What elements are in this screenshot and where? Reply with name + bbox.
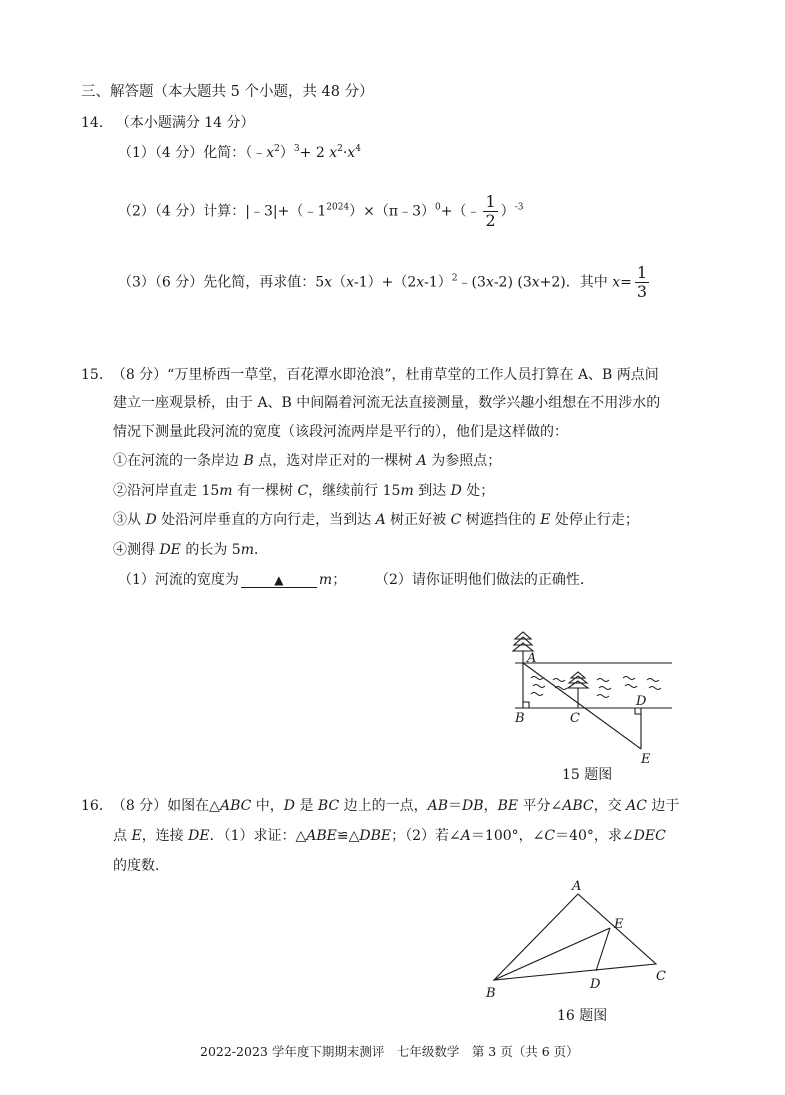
section-title: 三、解答题（本大题共 5 个小题，共 48 分） — [81, 84, 374, 100]
label-e: E — [641, 752, 651, 766]
figure-15 — [505, 628, 680, 766]
fraction-one-half: $\frac{1}{2}$ — [485, 192, 496, 230]
tree-c-icon — [568, 672, 588, 688]
label-b: B — [515, 711, 525, 726]
label-a: A — [527, 651, 537, 666]
label-d: D — [636, 694, 647, 709]
label-a: A — [572, 879, 582, 894]
q16-line3: 的度数． — [113, 858, 169, 874]
q16-number: 16． — [81, 798, 113, 814]
q15-step1: ①在河流的一条岸边 B 点，选对岸正对的一棵树 A 为参照点； — [113, 453, 502, 469]
fraction-one-third: $\frac{1}{3}$ — [636, 263, 648, 301]
page-footer: 2022-2023 学年度下期期末测评 七年级数学 第 3 页（共 6 页） — [200, 1044, 579, 1059]
q14-part3: （3）（6 分）先化简，再求值：$5x(x-1)+(2x-1)^2﹣(3x-2)$ (3x+2)．其中 x= $\frac{1}{3}$ — [118, 263, 648, 301]
label-d: D — [590, 977, 601, 992]
figure-16-caption: 16 题图 — [557, 1008, 608, 1024]
segment-be — [494, 928, 610, 980]
q15-step3: ③从 D 处沿河岸垂直的方向行走，当到达 A 树正好被 C 树遮挡住的 E 处停止行走； — [113, 512, 639, 528]
label-c: C — [656, 969, 666, 984]
q14-number: 14． — [81, 115, 113, 131]
triangle-abc — [494, 894, 656, 980]
answer-blank — [241, 573, 317, 588]
q15-line3: 情况下测量此段河流的宽度（该段河流两岸是平行的），他们是这样做的： — [113, 424, 568, 440]
figure-16 — [480, 876, 675, 1004]
q15-step2: ②沿河岸直走 15m 有一棵树 C，继续前行 15m 到达 D 处； — [113, 483, 495, 499]
q15-step4: ④测得 DE 的长为 5m． — [113, 542, 268, 558]
q16-line2: 点 E，连接 DE．（1）求证：△ABE≌△DBE；（2）若∠A＝100°，∠C＝40°，求∠DEC — [113, 828, 666, 844]
label-b: B — [486, 986, 496, 1001]
q14-part2: （2）（4 分）计算：$|﹣3|+(﹣1^{2024})\times(\pi﹣3)^0+(﹣$ $\frac{1}{2}$ ）$^{-3}$ — [118, 192, 524, 230]
label-e: E — [614, 917, 624, 932]
tree-a-icon — [513, 632, 533, 651]
q15-question2: （2）请你证明他们做法的正确性． — [375, 572, 594, 588]
figure-15-caption: 15 题图 — [562, 767, 613, 783]
q15-line1: 15． （8 分）“万里桥西一草堂，百花潭水即沧浪”，杜甫草堂的工作人员打算在 A、B 两点间 — [81, 367, 659, 383]
segment-de — [596, 928, 610, 971]
q15-number: 15． — [81, 367, 113, 383]
label-c: C — [570, 711, 580, 726]
q14-head: （本小题满分 14 分） — [122, 115, 255, 131]
q15-question1: （1）河流的宽度为 ▲ m； — [118, 572, 347, 588]
q15-line2: 建立一座观景桥，由于 A、B 中间隔着河流无法直接测量，数学兴趣小组想在不用涉水的 — [113, 395, 661, 411]
q14-part1: （1）（4 分）化简：$(﹣x^2)^3+ 2$ $x^2\cdot x^4$ — [118, 144, 361, 161]
q16-line1: 16． （8 分）如图在△ABC 中，D 是 BC 边上的一点，AB＝DB，BE 平分∠ABC，交 AC 边于 — [81, 798, 680, 814]
triangle-mark-icon: ▲ — [274, 573, 284, 587]
q14-header — [81, 112, 255, 132]
